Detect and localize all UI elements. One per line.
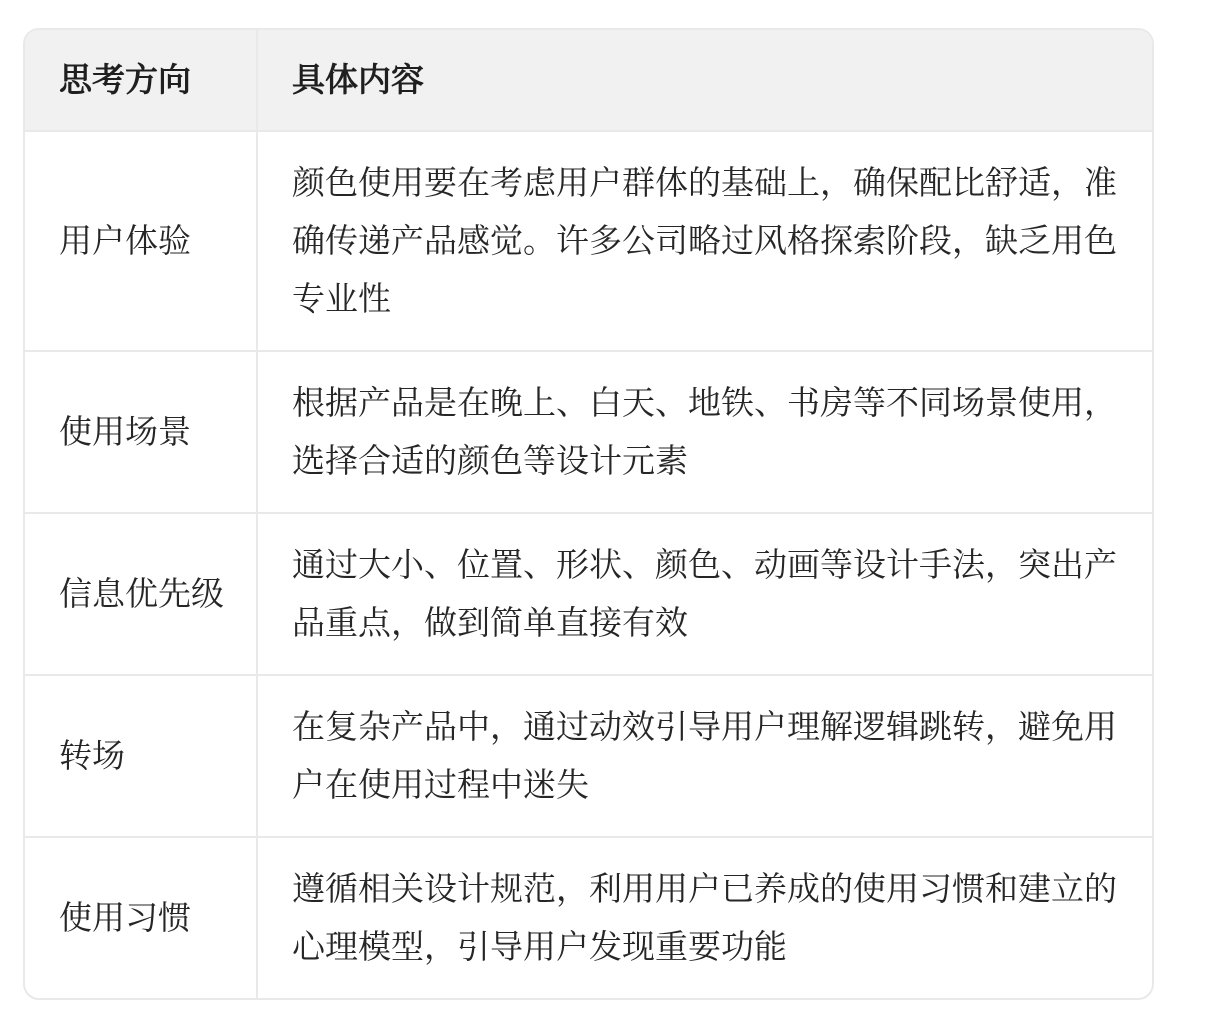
- direction-cell: [25, 514, 258, 674]
- content-text: 通过大小、位置、形状、颜色、动画等设计手法，突出产品重点，做到简单直接有效: [292, 546, 1117, 641]
- direction-cell: [25, 352, 258, 512]
- content-text: 根据产品是在晚上、白天、地铁、书房等不同场景使用，选择合适的颜色等设计元素: [292, 384, 1117, 479]
- content-cell: [258, 132, 1152, 350]
- content-text: 遵循相关设计规范，利用用户已养成的使用习惯和建立的心理模型，引导用户发现重要功能: [292, 870, 1117, 965]
- direction-label: 转场: [59, 737, 125, 774]
- direction-label: 使用习惯: [59, 899, 191, 936]
- table-header-row: [25, 30, 1152, 130]
- header-direction-label: 思考方向: [59, 61, 191, 98]
- direction-label: 用户体验: [59, 222, 191, 259]
- direction-label: 信息优先级: [59, 575, 224, 612]
- header-cell-direction: [25, 30, 258, 130]
- content-cell: [258, 352, 1152, 512]
- direction-cell: [25, 132, 258, 350]
- table-row: [25, 836, 1152, 998]
- direction-cell: [25, 676, 258, 836]
- content-cell: [258, 676, 1152, 836]
- design-thinking-table: [23, 28, 1154, 1000]
- header-content-label: 具体内容: [292, 61, 424, 98]
- content-text: 颜色使用要在考虑用户群体的基础上，确保配比舒适，准确传递产品感觉。许多公司略过风格探索阶段，缺乏用色专业性: [292, 164, 1117, 317]
- direction-label: 使用场景: [59, 413, 191, 450]
- table-row: [25, 674, 1152, 836]
- table-row: [25, 350, 1152, 512]
- table-row: [25, 130, 1152, 350]
- table-row: [25, 512, 1152, 674]
- direction-cell: [25, 838, 258, 998]
- content-cell: [258, 514, 1152, 674]
- header-cell-content: [258, 30, 1152, 130]
- content-cell: [258, 838, 1152, 998]
- content-text: 在复杂产品中，通过动效引导用户理解逻辑跳转，避免用户在使用过程中迷失: [292, 708, 1117, 803]
